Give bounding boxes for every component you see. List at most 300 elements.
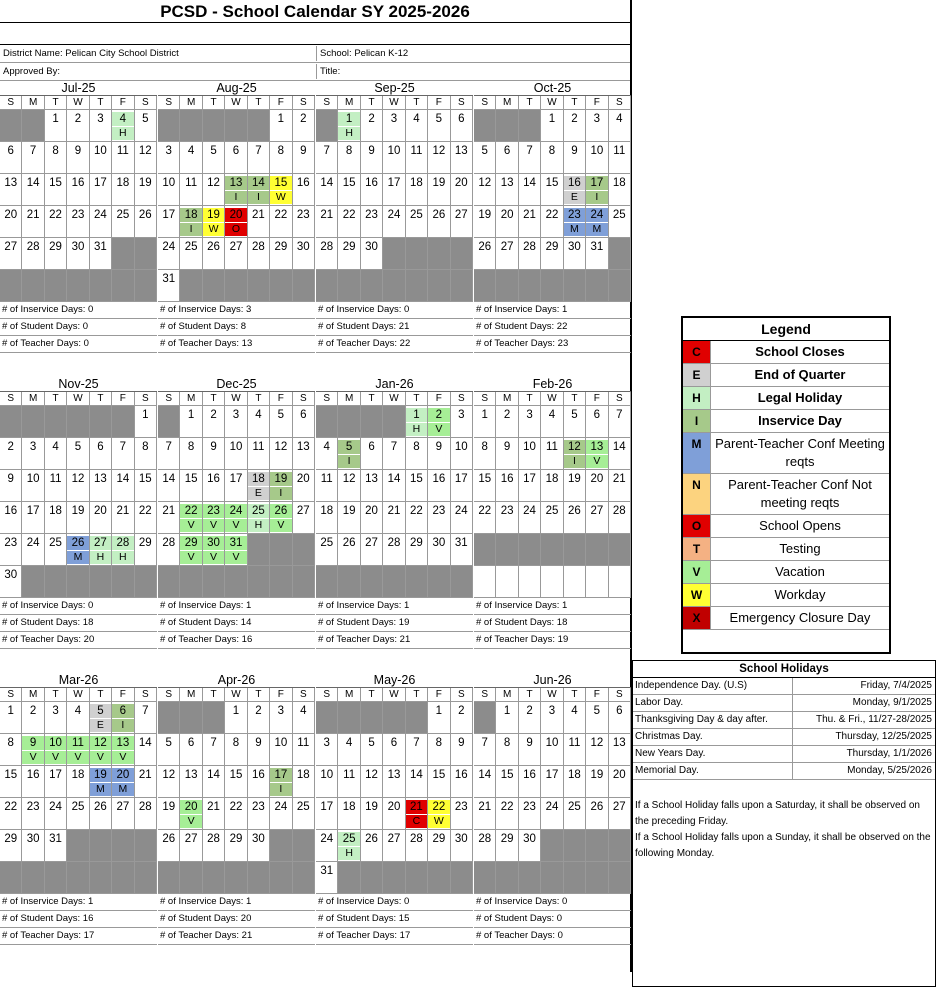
- day-cell: [180, 702, 202, 734]
- day-cell: [451, 702, 473, 734]
- weekday-header: F: [112, 688, 134, 702]
- weekday-header: S: [135, 688, 157, 702]
- day-cell: [474, 174, 496, 206]
- weekday-header: S: [609, 688, 631, 702]
- day-cell: [22, 862, 44, 894]
- legend-key: X: [683, 607, 711, 629]
- day-cell: [112, 270, 134, 302]
- weekday-header: S: [316, 392, 338, 406]
- day-cell: [225, 734, 247, 766]
- day-cell: [45, 110, 67, 142]
- day-cell: [158, 270, 180, 302]
- day-number: 10: [454, 441, 468, 453]
- day-number: 15: [4, 769, 18, 781]
- day-cell: [90, 534, 112, 566]
- day-cell: [67, 174, 89, 206]
- day-cell: [248, 566, 270, 598]
- day-cell: [203, 766, 225, 798]
- weekday-header: T: [519, 688, 541, 702]
- day-cell: [609, 566, 631, 598]
- weekday-header: M: [22, 96, 44, 110]
- day-number: 18: [248, 472, 269, 486]
- day-cell: [496, 830, 518, 862]
- day-number: 31: [49, 833, 62, 845]
- day-number: 20: [612, 769, 626, 781]
- day-cell: [180, 110, 202, 142]
- day-cell: [383, 406, 405, 438]
- day-cell: [541, 734, 563, 766]
- day-number: 23: [432, 505, 446, 517]
- day-cell: [45, 702, 67, 734]
- day-cell: [180, 438, 202, 470]
- day-number: 6: [458, 113, 465, 125]
- weekday-header: S: [293, 392, 315, 406]
- day-number: 6: [593, 409, 601, 421]
- day-cell: [316, 438, 338, 470]
- day-number: 1: [503, 705, 511, 717]
- weekday-header: T: [248, 96, 270, 110]
- day-number: 20: [365, 505, 378, 517]
- day-cell: [586, 534, 608, 566]
- weekday-header: W: [225, 688, 247, 702]
- day-number: 28: [26, 241, 40, 253]
- day-number: 12: [207, 177, 220, 189]
- day-cell: [609, 206, 631, 238]
- day-cell: [135, 566, 157, 598]
- day-cell: [609, 174, 631, 206]
- day-cell: [225, 142, 247, 174]
- day-code: V: [180, 815, 201, 828]
- day-number: 18: [71, 769, 85, 781]
- day-cell: [474, 534, 496, 566]
- day-number: 20: [387, 801, 401, 813]
- day-code: H: [338, 847, 359, 860]
- day-number: 3: [52, 705, 59, 717]
- holiday-note: If a School Holiday falls upon a Saturday, it shall be observed on the preceding Friday.: [635, 800, 920, 827]
- day-cell: [383, 798, 405, 830]
- day-code: H: [406, 423, 427, 436]
- day-cell: [67, 110, 89, 142]
- day-cell: [586, 566, 608, 598]
- day-number: 27: [116, 801, 130, 813]
- month-stats: [158, 598, 315, 649]
- day-cell: [135, 142, 157, 174]
- day-number: 14: [523, 177, 536, 189]
- day-cell: [135, 238, 157, 270]
- day-cell: [67, 734, 89, 766]
- day-number: 27: [365, 537, 378, 549]
- legend-item: [683, 341, 889, 364]
- weekday-header: M: [338, 96, 360, 110]
- day-cell: [451, 566, 473, 598]
- day-cell: [158, 702, 180, 734]
- day-number: 13: [296, 441, 310, 453]
- weekday-header: W: [383, 392, 405, 406]
- day-number: 14: [116, 473, 130, 485]
- day-number: 19: [90, 768, 111, 782]
- day-cell: [316, 734, 338, 766]
- day-code: V: [225, 551, 246, 564]
- day-cell: [586, 206, 608, 238]
- month-block: [0, 81, 157, 353]
- day-number: 4: [255, 409, 262, 421]
- day-number: 11: [49, 473, 62, 485]
- weekday-header: S: [316, 96, 338, 110]
- day-number: 5: [142, 113, 149, 125]
- day-cell: [496, 206, 518, 238]
- legend-key: E: [683, 364, 711, 386]
- month-grid: [474, 688, 631, 894]
- day-code: I: [225, 191, 246, 204]
- day-cell: [361, 406, 383, 438]
- day-cell: [158, 734, 180, 766]
- day-number: 17: [387, 177, 401, 189]
- day-code: E: [564, 191, 585, 204]
- day-cell: [270, 702, 292, 734]
- day-number: 25: [410, 209, 423, 221]
- day-cell: [316, 238, 338, 270]
- day-number: 7: [390, 441, 398, 453]
- day-number: 23: [365, 209, 378, 221]
- day-code: V: [270, 519, 291, 532]
- day-cell: [564, 862, 586, 894]
- day-cell: [316, 830, 338, 862]
- day-cell: [541, 862, 563, 894]
- day-cell: [293, 110, 315, 142]
- day-cell: [383, 142, 405, 174]
- day-cell: [203, 566, 225, 598]
- day-cell: [406, 798, 428, 830]
- day-cell: [451, 766, 473, 798]
- day-cell: [609, 406, 631, 438]
- day-number: 21: [138, 769, 152, 781]
- day-cell: [496, 142, 518, 174]
- day-cell: [338, 766, 360, 798]
- day-number: 8: [548, 145, 556, 157]
- day-cell: [135, 702, 157, 734]
- day-cell: [519, 206, 541, 238]
- month-name: Oct-25: [474, 81, 631, 96]
- legend-key: H: [683, 387, 711, 409]
- day-number: 9: [210, 441, 217, 453]
- day-code: M: [90, 783, 111, 796]
- day-number: 30: [26, 833, 40, 845]
- day-cell: [270, 830, 292, 862]
- day-number: 1: [187, 409, 195, 421]
- day-number: 12: [590, 737, 604, 749]
- day-cell: [609, 798, 631, 830]
- month-block: [316, 81, 473, 353]
- stat-line: # of Teacher Days: 0: [474, 928, 631, 945]
- stat-line: # of Inservice Days: 1: [474, 598, 631, 615]
- day-cell: [428, 238, 450, 270]
- day-number: 12: [342, 473, 356, 485]
- day-cell: [586, 270, 608, 302]
- weekday-header: T: [406, 96, 428, 110]
- holiday-row: [633, 712, 935, 729]
- weekday-header: W: [541, 96, 563, 110]
- day-cell: [451, 142, 473, 174]
- day-code: M: [67, 551, 88, 564]
- day-cell: [383, 502, 405, 534]
- day-code: V: [180, 551, 201, 564]
- day-code: H: [112, 127, 133, 140]
- day-cell: [248, 766, 270, 798]
- weekday-header: S: [0, 392, 22, 406]
- day-number: 31: [454, 537, 468, 549]
- day-number: 6: [7, 145, 14, 157]
- day-number: 5: [277, 409, 285, 421]
- day-number: 2: [7, 441, 14, 453]
- legend-key: C: [683, 341, 711, 363]
- month-block: [316, 377, 473, 649]
- stat-line: # of Inservice Days: 0: [316, 302, 473, 319]
- day-cell: [451, 238, 473, 270]
- day-cell: [45, 174, 67, 206]
- day-number: 2: [29, 705, 37, 717]
- day-number: 15: [410, 473, 423, 485]
- day-number: 18: [568, 769, 581, 781]
- day-number: 19: [270, 472, 291, 486]
- month-name: Jan-26: [316, 377, 473, 392]
- day-number: 9: [74, 145, 82, 157]
- stat-line: # of Inservice Days: 1: [158, 894, 315, 911]
- day-number: 1: [7, 705, 14, 717]
- day-number: 8: [187, 441, 195, 453]
- day-cell: [22, 766, 44, 798]
- day-cell: [609, 470, 631, 502]
- day-number: 6: [503, 145, 511, 157]
- day-cell: [609, 438, 631, 470]
- day-cell: [112, 470, 134, 502]
- day-cell: [158, 862, 180, 894]
- day-code: I: [270, 783, 291, 796]
- day-cell: [158, 830, 180, 862]
- day-cell: [112, 566, 134, 598]
- day-number: 1: [548, 113, 556, 125]
- day-cell: [203, 238, 225, 270]
- weekday-header: W: [67, 688, 89, 702]
- day-cell: [383, 206, 405, 238]
- day-number: 3: [165, 145, 172, 157]
- day-cell: [203, 702, 225, 734]
- day-cell: [112, 734, 134, 766]
- day-cell: [203, 798, 225, 830]
- day-cell: [564, 734, 586, 766]
- day-cell: [451, 438, 473, 470]
- day-number: 12: [365, 769, 378, 781]
- day-number: 20: [4, 209, 18, 221]
- day-number: 15: [545, 177, 559, 189]
- legend-key: M: [683, 433, 711, 473]
- day-number: 5: [210, 145, 217, 157]
- day-number: 22: [274, 209, 288, 221]
- day-cell: [406, 406, 428, 438]
- day-number: 30: [71, 241, 85, 253]
- day-cell: [203, 830, 225, 862]
- legend: [681, 316, 891, 654]
- day-cell: [45, 270, 67, 302]
- day-cell: [158, 142, 180, 174]
- day-number: 31: [162, 273, 176, 285]
- day-number: 8: [481, 441, 488, 453]
- day-number: 20: [225, 208, 246, 222]
- legend-label: Inservice Day: [758, 413, 842, 428]
- day-number: 5: [90, 704, 111, 718]
- day-cell: [90, 142, 112, 174]
- day-number: 23: [454, 801, 468, 813]
- day-code: V: [67, 751, 88, 764]
- day-cell: [496, 238, 518, 270]
- day-cell: [316, 566, 338, 598]
- day-cell: [564, 142, 586, 174]
- day-number: 11: [185, 177, 198, 189]
- day-cell: [293, 734, 315, 766]
- day-number: 23: [252, 801, 265, 813]
- day-cell: [158, 470, 180, 502]
- day-code: I: [270, 487, 291, 500]
- day-cell: [496, 734, 518, 766]
- legend-item: [683, 607, 889, 630]
- day-cell: [406, 270, 428, 302]
- month-stats: [474, 598, 631, 649]
- day-cell: [406, 238, 428, 270]
- stat-line: # of Inservice Days: 1: [158, 598, 315, 615]
- weekday-header: F: [428, 392, 450, 406]
- day-cell: [406, 830, 428, 862]
- stat-line: # of Student Days: 15: [316, 911, 473, 928]
- day-number: 31: [94, 241, 107, 253]
- day-cell: [293, 798, 315, 830]
- day-cell: [338, 406, 360, 438]
- day-cell: [564, 830, 586, 862]
- day-cell: [451, 110, 473, 142]
- day-cell: [316, 502, 338, 534]
- day-number: 11: [297, 737, 310, 749]
- day-number: 11: [252, 441, 265, 453]
- day-cell: [586, 238, 608, 270]
- day-cell: [67, 862, 89, 894]
- day-cell: [180, 830, 202, 862]
- day-cell: [112, 830, 134, 862]
- day-number: 29: [229, 833, 243, 845]
- day-cell: [541, 830, 563, 862]
- day-cell: [45, 438, 67, 470]
- day-number: 4: [548, 409, 556, 421]
- day-cell: [406, 766, 428, 798]
- day-cell: [0, 470, 22, 502]
- day-cell: [225, 766, 247, 798]
- day-cell: [112, 702, 134, 734]
- day-number: 10: [26, 473, 40, 485]
- day-cell: [180, 766, 202, 798]
- weekday-header: F: [586, 688, 608, 702]
- day-cell: [270, 142, 292, 174]
- day-number: 26: [590, 801, 604, 813]
- day-cell: [293, 534, 315, 566]
- legend-label: Parent-Teacher Conf Not meeting reqts: [728, 477, 872, 510]
- day-number: 26: [342, 537, 356, 549]
- legend-item: [683, 584, 889, 607]
- day-number: 19: [342, 505, 356, 517]
- day-cell: [158, 206, 180, 238]
- day-cell: [519, 142, 541, 174]
- day-number: 5: [165, 737, 172, 749]
- month-name: Feb-26: [474, 377, 631, 392]
- day-number: 8: [142, 441, 149, 453]
- day-number: 30: [4, 569, 18, 581]
- day-cell: [474, 734, 496, 766]
- day-code: W: [428, 815, 449, 828]
- day-number: 22: [545, 209, 559, 221]
- day-number: 17: [270, 768, 291, 782]
- month-block: [158, 673, 315, 945]
- day-cell: [67, 470, 89, 502]
- day-cell: [225, 470, 247, 502]
- day-cell: [270, 438, 292, 470]
- day-cell: [270, 206, 292, 238]
- day-cell: [22, 174, 44, 206]
- day-cell: [22, 238, 44, 270]
- day-number: 17: [162, 209, 176, 221]
- day-cell: [270, 862, 292, 894]
- stat-line: # of Inservice Days: 0: [474, 894, 631, 911]
- day-cell: [67, 534, 89, 566]
- day-number: 13: [387, 769, 401, 781]
- day-cell: [428, 174, 450, 206]
- day-number: 24: [545, 801, 559, 813]
- day-cell: [519, 566, 541, 598]
- day-number: 3: [277, 705, 285, 717]
- holiday-date: Monday, 5/25/2026: [847, 765, 932, 776]
- day-cell: [383, 270, 405, 302]
- day-cell: [67, 502, 89, 534]
- holiday-name: New Years Day.: [633, 746, 793, 762]
- day-number: 13: [612, 737, 626, 749]
- day-code: E: [248, 487, 269, 500]
- holiday-name: Thanksgiving Day & day after.: [633, 712, 793, 728]
- stat-line: # of Teacher Days: 0: [0, 336, 157, 353]
- day-cell: [519, 470, 541, 502]
- day-cell: [112, 238, 134, 270]
- day-cell: [90, 438, 112, 470]
- day-cell: [451, 174, 473, 206]
- month-name: Jul-25: [0, 81, 157, 96]
- day-number: 30: [203, 536, 224, 550]
- day-number: 4: [74, 705, 82, 717]
- day-cell: [90, 270, 112, 302]
- day-cell: [338, 142, 360, 174]
- day-number: 7: [481, 737, 488, 749]
- day-cell: [293, 702, 315, 734]
- day-cell: [474, 830, 496, 862]
- day-cell: [428, 534, 450, 566]
- month-stats: [0, 894, 157, 945]
- day-cell: [316, 110, 338, 142]
- day-cell: [90, 862, 112, 894]
- day-number: 7: [119, 441, 127, 453]
- day-number: 4: [187, 145, 195, 157]
- day-number: 11: [410, 145, 423, 157]
- day-number: 15: [342, 177, 356, 189]
- day-number: 29: [500, 833, 514, 845]
- month-name: Apr-26: [158, 673, 315, 688]
- day-cell: [586, 502, 608, 534]
- day-number: 14: [26, 177, 40, 189]
- day-number: 30: [523, 833, 536, 845]
- stat-line: # of Student Days: 21: [316, 319, 473, 336]
- weekday-header: W: [67, 96, 89, 110]
